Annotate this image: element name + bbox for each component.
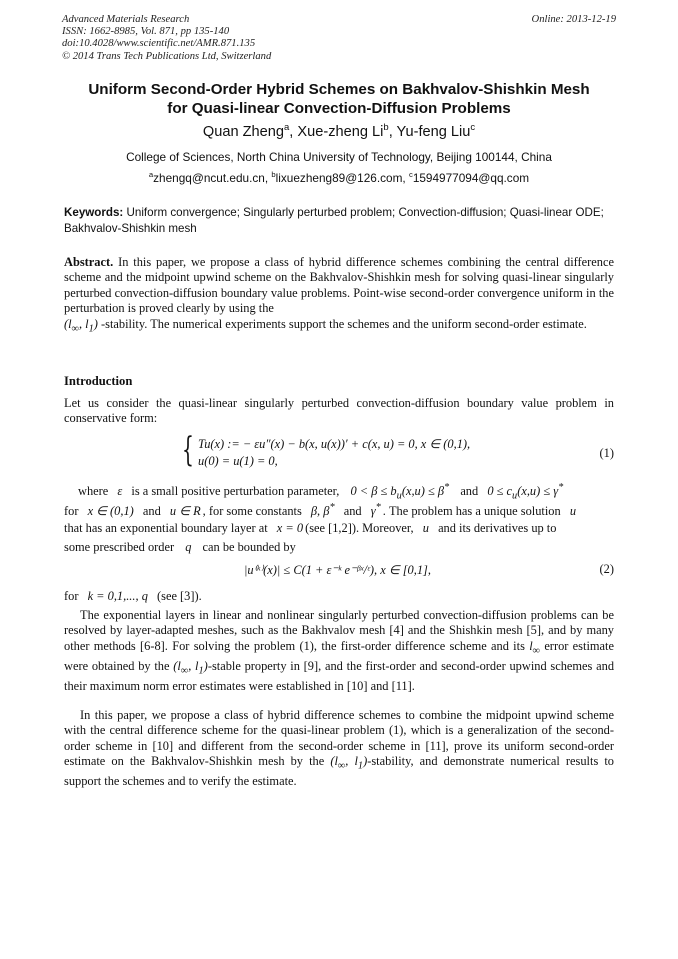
math-k-range: k = 0,1,..., q — [87, 589, 148, 603]
title-line-1: Uniform Second-Order Hybrid Schemes on Bakhvalov-Shishkin Mesh — [88, 81, 590, 98]
text: for — [64, 504, 79, 519]
intro-paragraph-2 — [64, 608, 614, 694]
math-u: u — [422, 521, 429, 535]
intro-order-line — [64, 540, 614, 555]
math-l-inf-l1: ($l_\infty$, $l_1$) — [330, 754, 368, 772]
text: . The problem has a unique solution — [382, 504, 561, 519]
abstract-label: Abstract. — [64, 255, 114, 269]
math-u: u — [569, 504, 577, 519]
text: and — [460, 484, 479, 499]
email-sup: c — [408, 170, 413, 179]
text: and its derivatives up to — [438, 521, 557, 535]
math-q: q — [185, 540, 192, 554]
text: The exponential layers in linear and nonlinear singularly perturbed convection-diffusion problems can be resolved by layer-adapted meshes, such as the Bakhvalov mesh [4] and the Shishkin mesh [5], and by many other methods [6-8]. For solving the problem (1), the first-order difference scheme and its — [64, 608, 614, 653]
math-gamma: γ* — [370, 502, 381, 519]
author-name: Quan Zheng — [202, 123, 284, 140]
math-u-in-r: u ∈ R — [169, 504, 201, 519]
math-l-inf-l1: ($l_\infty$, $l_1$) — [173, 658, 208, 677]
journal-copyright: © 2014 Trans Tech Publications Ltd, Switzerland — [62, 50, 272, 62]
title-line-2: for Quasi-linear Convection-Diffusion Problems — [167, 100, 511, 117]
text: and — [142, 504, 161, 519]
author-name: Xue-zheng Li — [297, 123, 384, 140]
intro-layer-line — [64, 521, 614, 536]
equation-2 — [64, 562, 614, 582]
math-beta: β, β* — [310, 502, 335, 519]
intro-where-line — [64, 482, 614, 502]
equation-1 — [64, 430, 614, 474]
text: error estimate were obtained by the — [64, 638, 614, 673]
equation-2-body: |u⁽ᵏ⁾(x)| ≤ C(1 + ε⁻ᵏ e⁻ᵝˣ/ᵋ), x ∈ [0,1], — [244, 563, 431, 577]
intro-paragraph-1: Let us consider the quasi-linear singularly perturbed convection-diffusion boundary value problem in conservative form: — [64, 396, 614, 426]
text: is a small positive perturbation parameter, — [131, 484, 340, 499]
journal-name: Advanced Materials Research — [62, 14, 190, 25]
journal-issn: ISSN: 1662-8985, Vol. 871, pp 135-140 — [62, 26, 230, 38]
email-sup: b — [271, 170, 276, 179]
keywords-label: Keywords: — [64, 206, 124, 219]
equation-2-number: (2) — [599, 562, 614, 576]
author-list: Quan Zheng$^a$, Xue-zheng Li$^b$, Yu-feng Liu$^c$ — [202, 122, 476, 140]
math-cu-bound: $0 \le c_u(x,u) \le \gamma^*$ — [487, 482, 564, 502]
text: (see [1,2]). Moreover, — [305, 521, 414, 535]
text: can be bounded by — [202, 540, 296, 554]
text: for — [64, 589, 79, 603]
text: that has an exponential boundary layer at — [64, 521, 268, 535]
intro-paragraph-3 — [64, 708, 614, 790]
author-sup: b — [383, 122, 389, 133]
section-heading-introduction: Introduction — [64, 374, 133, 388]
equation-1-line-1: Tu(x) := − εu″(x) − b(x, u(x))′ + c(x, u) = 0, x ∈ (0,1), — [198, 437, 471, 451]
intro-k-line — [64, 589, 614, 604]
abstract-text: In this paper, we propose a class of hybrid difference schemes combining the central difference scheme and the midpoint upwind scheme on the Bakhvalov-Shishkin mesh for solving quasi-linear singularly perturbed convection-diffusion boundary value problems. Point-wise second-order convergence uniform in the perturbation is proved clearly by using the — [64, 255, 614, 316]
journal-doi: doi:10.4028/www.scientific.net/AMR.871.135 — [62, 38, 256, 50]
text: some prescribed order — [64, 540, 175, 554]
text: In this paper, we propose a class of hybrid difference schemes to combine the midpoint upwind scheme with the central difference scheme for the quasi-linear problem (1), which is a generalization of the second-order scheme in [10] and different from the second-order scheme in [11], prove its uniform second-order estimate on the Bakhvalov-Shishkin mesh by the — [64, 708, 614, 769]
affiliation: College of Sciences, North China University of Technology, Beijing 100144, China — [126, 150, 552, 164]
author-sup: c — [470, 122, 476, 133]
keywords-text: Uniform convergence; Singularly perturbed problem; Convection-diffusion; Quasi-linear ODE; Bakhvalov-Shishkin mesh — [64, 206, 604, 235]
math-epsilon: ε — [117, 484, 123, 499]
text: -stability, and demonstrate numerical results to support the schemes and to verify the estimate. — [64, 754, 614, 789]
math-x-interval: x ∈ (0,1) — [87, 504, 134, 519]
author-sup: a — [284, 122, 290, 133]
abstract — [64, 255, 614, 337]
online-date: Online: 2013-12-19 — [531, 14, 616, 25]
equation-brace: { — [182, 430, 194, 470]
abstract-end: -stability. The numerical experiments support the schemes and the uniform second-order estimate. — [101, 316, 587, 331]
math-bu-bound: $0 < \beta \le b_u(x,u) \le \beta^*$ — [350, 482, 450, 502]
equation-1-number: (1) — [599, 446, 614, 460]
author-name: Yu-feng Liu — [396, 123, 471, 140]
text: -stable property in [9], and the first-order and second-order upwind schemes and their maximum norm error estimates were established in [10] and [11]. — [64, 658, 615, 693]
email-link[interactable]: lixuezheng89@126.com — [275, 170, 403, 185]
email-list: $^a$zhengq@ncut.edu.cn, $^b$lixuezheng89@126.com, $^c$1594977094@qq.com — [148, 170, 530, 185]
keywords — [64, 205, 614, 236]
intro-for-line — [64, 502, 614, 519]
email-link[interactable]: zhengq@ncut.edu.cn — [153, 170, 265, 185]
equation-1-line-2: u(0) = u(1) = 0, — [198, 454, 278, 468]
math-l-inf-l1: ($l_\infty$, $l_1$) — [64, 316, 98, 335]
text: , for some constants — [202, 504, 302, 519]
math-x-zero: x = 0 — [276, 521, 304, 535]
text: and — [343, 504, 362, 519]
text: (see [3]). — [157, 589, 202, 603]
email-sup: a — [148, 170, 154, 179]
paper-title — [62, 80, 616, 118]
email-link[interactable]: 1594977094@qq.com — [412, 170, 530, 185]
journal-header — [62, 14, 616, 63]
math-l-inf: $l_\infty$ — [529, 638, 541, 657]
text: where — [78, 484, 109, 499]
